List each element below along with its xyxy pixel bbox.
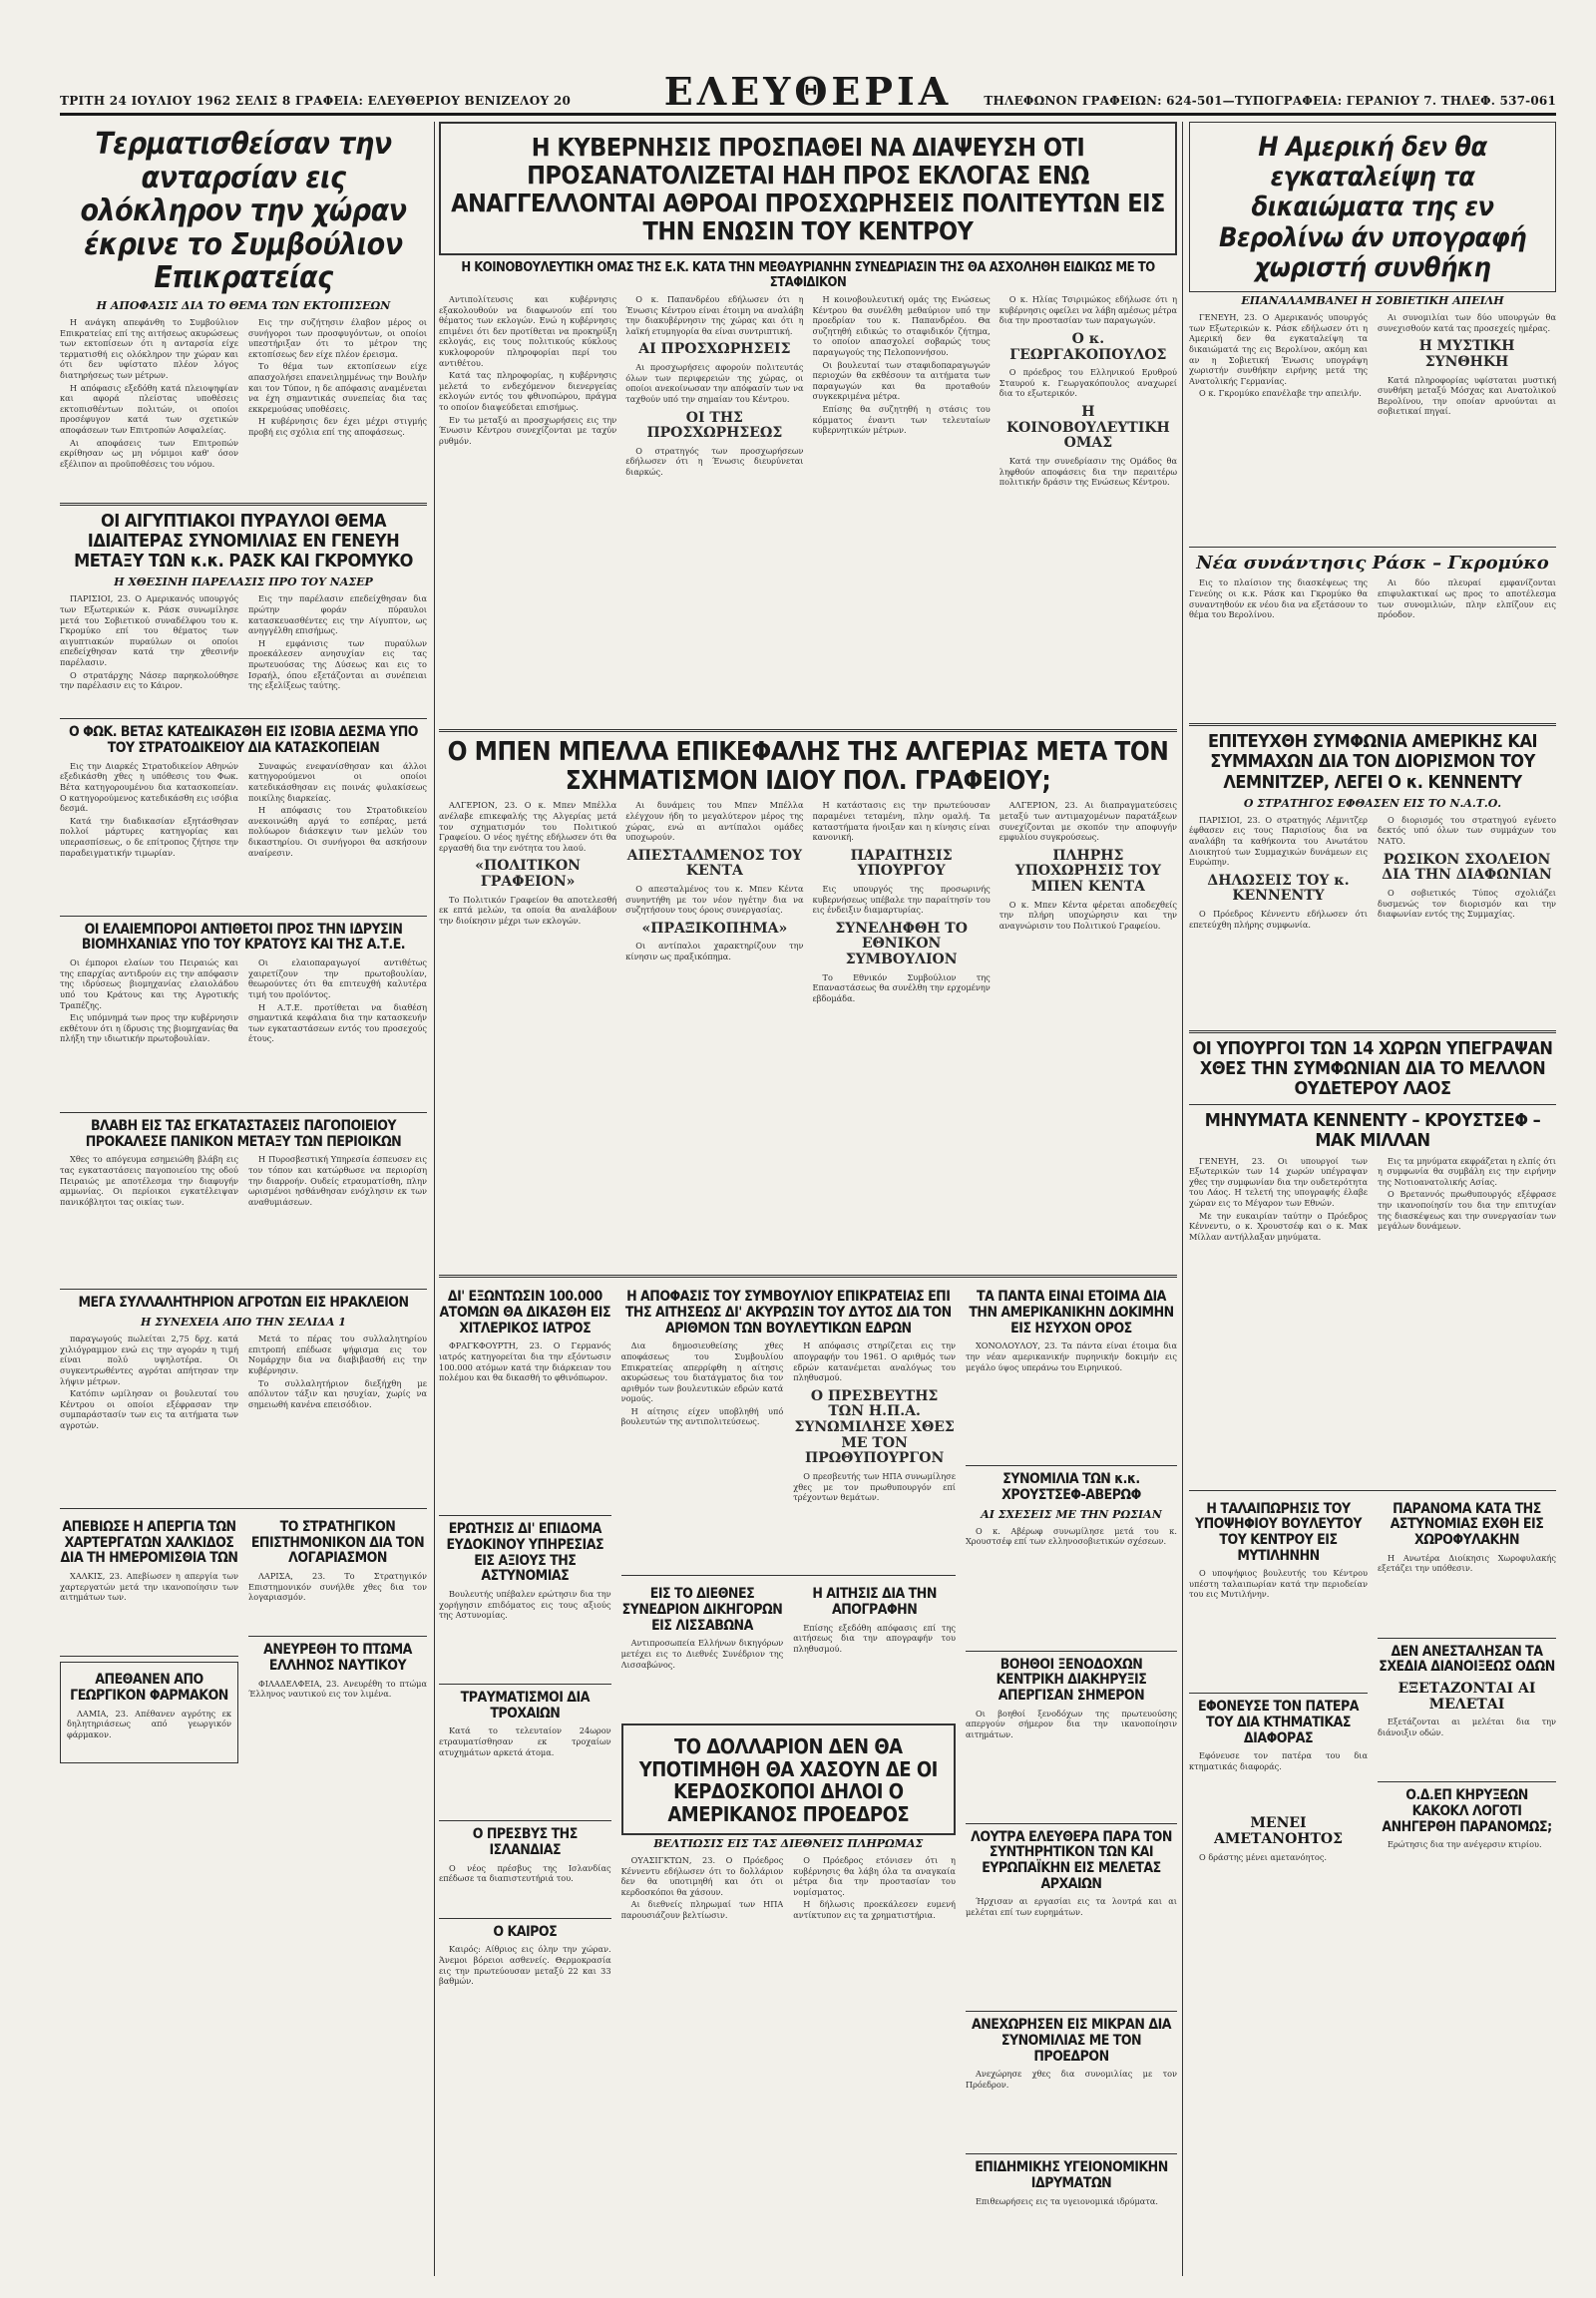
kicker-kennedy: ΔΗΛΩΣΕΙΣ ΤΟΥ κ. ΚΕΝΝΕΝΤΥ [1207,872,1350,905]
banner-headline: Η ΚΥΒΕΡΝΗΣΙΣ ΠΡΟΣΠΑΘΕΙ ΝΑ ΔΙΑΨΕΥΣΗ ΟΤΙ ΠΡΟΣΑΝΑΤΟΛΙΖΕΤΑΙ ΗΔΗ ΠΡΟΣ ΕΚΛΟΓΑΣ ΕΝΩ ΑΝΑΓΓΕΛΛΟΝΤΑΙ ΑΘΡΟΑΙ ΠΡΟΣΧΩΡΗΣΕΙΣ ΠΟΛΙΤΕΥΤΩΝ ΕΙΣ ΤΗΝ ΕΝΩΣΙΝ ΤΟΥ ΚΕΝΤΡΟΥ [451,133,1165,245]
article-body: Κατά το τελευταίον 24ωρον ετραυματίσθησαν εκ τροχαίων ατυχημάτων αρκετά άτομα. [439,1725,611,1757]
kicker-ametanoitos: ΜΕΝΕΙ ΑΜΕΤΑΝΟΗΤΟΣ [1213,1815,1344,1847]
headline-pagopoieio: ΒΛΑΒΗ ΕΙΣ ΤΑΣ ΕΓΚΑΤΑΣΤΑΣΕΙΣ ΠΑΓΟΠΟΙΕΙΟΥ ΠΡΟΚΑΛΕΣΕ ΠΑΝΙΚΟΝ ΜΕΤΑΞΥ ΤΩΝ ΠΕΡΙΟΙΚΩΝ [85,1118,402,1150]
article-body: Η απόφασις στηρίζεται εις την απογραφήν του 1961. Ο αριθμός των εδρών κατανέμεται αναλόγως του πληθυσμού. Ο ΠΡΕΣΒΕΥΤΗΣ ΤΩΝ Η.Π.Α. ΣΥΝΩΜΙΛΗΣΕ ΧΘΕΣ ΜΕ ΤΟΝ ΠΡΩΘΥΠΟΥΡΓΟΝ Ο πρεσβευτής των ΗΠΑ συνωμίλησε χθες με τον πρωθυπουργόν επί τρέχοντων θεμάτων. [793,1340,956,1503]
article-body: Συναφώς ενεφανίσθησαν και άλλοι κατηγορούμενοι οι οποίοι κατεδικάσθησαν εις ποινάς φυλακίσεως ποικίλης διαρκείας. Η απόφασις του Στρατοδικείου ανεκοινώθη αργά το εσπέρας, μετά πολύωρον διάσκεψιν των μελών του δικαστηρίου. Οι συνήγοροι θα ασκήσουν αναίρεσιν. [248,760,427,858]
subheadline-naser: Η ΧΘΕΣΙΝΗ ΠΑΡΕΛΑΣΙΣ ΠΡΟ ΤΟΥ ΝΑΣΕΡ [114,575,373,589]
headline-minymata: ΜΗΝΥΜΑΤΑ ΚΕΝΝΕΝΤΥ – ΚΡΟΥΣΤΣΕΦ – ΜΑΚ ΜΙΛΛΑΝ [1204,1110,1541,1152]
article-body: ΦΙΛΑΔΕΛΦΕΙΑ, 23. Ανευρέθη το πτώμα Έλληνος ναυτικού εις τον λιμένα. [248,1678,427,1700]
headline-lisabona: ΕΙΣ ΤΟ ΔΙΕΘΝΕΣ ΣΥΝΕΔΡΙΟΝ ΔΙΚΗΓΟΡΩΝ ΕΙΣ ΛΙΣΣΑΒΩΝΑ [621,1586,783,1634]
headline-paranomos: Ο.Δ.ΕΠ ΚΗΡΥΞΕΩΝ ΚΑΚΟΚΛ ΛΟΓΟΤΙ ΑΝΗΓΕΡΘΗ ΠΑΡΑΝΟΜΩΣ; [1382,1787,1552,1835]
article-body: ΟΥΑΣΙΓΚΤΩΝ, 23. Ο Πρόεδρος Κέννεντυ εδήλωσεν ότι το δολλάριον δεν θα υποτιμηθή και ότι οι κερδοσκόποι θα χάσουν. Αι διεθνείς πληρωμαί των ΗΠΑ παρουσιάζουν βελτίωσιν. [620,1854,784,1920]
kicker-prosxoriseis: ΑΙ ΠΡΟΣΧΩΡΗΣΕΙΣ [638,341,791,358]
article-body: ΑΛΓΕΡΙΟΝ, 23. Αι διαπραγματεύσεις μεταξύ των αντιμαχομένων παρατάξεων συνεχίζονται με σκοπόν την αποφυγήν εμφυλίου συγκρούσεως. ΠΛΗΡΗΣ ΥΠΟΧΩΡΗΣΙΣ ΤΟΥ ΜΠΕΝ ΚΕΝΤΑ Ο κ. Μπεν Κέντα φέρεται αποδεχθείς την πλήρη υποχώρησιν και την αναγνώρισιν του Πολιτικού Γραφείου. [998,800,1177,931]
headline-logariasmos: ΤΟ ΣΤΡΑΤΗΓΙΚΟΝ ΕΠΙΣΤΗΜΟΝΙΚΟΝ ΔΙΑ ΤΟΝ ΛΟΓΑΡΙΑΣΜΟΝ [250,1519,425,1567]
article-body: Αντιπροσωπεία Ελλήνων δικηγόρων μετέχει εις το Διεθνές Συνέδριον της Λισσαβώνος. [620,1638,784,1670]
article-body: Εις την συζήτησιν έλαβον μέρος οι συνήγοροι των προσφυγόντων, οι οποίοι υπεστήριξαν ότι το μέτρον της εκτοπίσεως δεν είχε πλέον έρεισμα. Το θέμα των εκτοπίσεων είχε απασχολήσει επανειλημμένως την Βουλήν και τον Τύπον, η δε απόφασις αναμένεται να έχη σημαντικάς συνεπείας δια τας εκκρεμούσας υποθέσεις. Η κυβέρνησις δεν έχει μέχρι στιγμής προβή εις σχόλια επί της αποφάσεως. [248,316,427,437]
article-body: Ερώτησις δια την ανέγερσιν κτιρίου. [1388,1839,1542,1850]
subheadline-ektopiseis: Η ΑΠΟΦΑΣΙΣ ΔΙΑ ΤΟ ΘΕΜΑ ΤΩΝ ΕΚΤΟΠΙΣΕΩΝ [96,298,391,312]
headline-laos: ΟΙ ΥΠΟΥΡΓΟΙ ΤΩΝ 14 ΧΩΡΩΝ ΥΠΕΓΡΑΨΑΝ ΧΘΕΣ ΤΗΝ ΣΥΜΦΩΝΙΑΝ ΔΙΑ ΤΟ ΜΕΛΛΟΝ ΟΥΔΕΤΕΡΟΥ ΛΑΟΣ [1192,1037,1553,1100]
left-column [60,122,427,1763]
article-body: Εις την Διαρκές Στρατοδικείον Αθηνών εξεδικάσθη χθες η υπόθεσις του Φωκ. Βέτα κατηγορουμένου δια κατασκοπείαν. Ο κατηγορούμενος κατεδικάσθη εις ισόβια δεσμά. Κατά την διαδικασίαν εξητάσθησαν πολλοί μάρτυρες κατηγορίας και υπερασπίσεως, ο δε επίτροπος ζήτησε την παραδειγματικήν τιμωρίαν. [60,760,238,858]
headline-farmakon: ΑΠΕΘΑΝΕΝ ΑΠΟ ΓΕΩΡΓΙΚΟΝ ΦΑΡΜΑΚΟΝ [70,1672,228,1704]
article-body: Ο κ. Αβέρωφ συνωμίλησε μετά του κ. Χρουστσέφ επί των ελληνοσοβιετικών σχέσεων. [965,1525,1178,1547]
headline-isyxos-okeanos: ΤΑ ΠΑΝΤΑ ΕΙΝΑΙ ΕΤΟΙΜΑ ΔΙΑ ΤΗΝ ΑΜΕΡΙΚΑΝΙΚΗΝ ΔΟΚΙΜΗΝ ΕΙΣ ΗΣΥΧΟΝ ΟΡΟΣ [969,1289,1174,1337]
headline-xalkida: ΑΠΕΒΙΩΣΕ Η ΑΠΕΡΓΙΑ ΤΩΝ ΧΑΡΤΕΡΓΑΤΩΝ ΧΑΛΚΙΔΟΣ ΔΙΑ ΤΗ ΗΜΕΡΟΜΙΣΘΙΑ ΤΩΝ [60,1519,238,1567]
headline-dianoixi-odon: ΔΕΝ ΑΝΕΣΤΑΛΗΣΑΝ ΤΑ ΣΧΕΔΙΑ ΔΙΑΝΟΙΞΕΩΣ ΟΔΩΝ [1379,1643,1555,1676]
article-body: Μετά το πέρας του συλλαλητηρίου επιτροπή επέδωσε ψήφισμα εις τον Νομάρχην δια να διαβιβασθή εις την κυβέρνησιν. Το συλλαλητήριον διεξήχθη με απόλυτον τάξιν και ησυχίαν, χωρίς να σημειωθή κανένα επεισόδιον. [248,1334,427,1409]
headline-vetas: Ο ΦΩΚ. ΒΕΤΑΣ ΚΑΤΕΔΙΚΑΣΘΗ ΕΙΣ ΙΣΟΒΙΑ ΔΕΣΜΑ ΥΠΟ ΤΟΥ ΣΤΡΑΤΟΔΙΚΕΙΟΥ ΔΙΑ ΚΑΤΑΣΚΟΠΕΙΑΝ [68,724,419,757]
article-body: Οι ελαιοπαραγωγοί αντιθέτως χαιρετίζουν την πρωτοβουλίαν, θεωρούντες ότι θα επιτευχθή καλυτέρα τιμή του προϊόντος. Η Α.Τ.Ε. προτίθεται να διαθέση σημαντικά κεφάλαια δια την κατασκευήν των εγκαταστάσεων εντός του προσεχούς έτους. [248,958,427,1044]
headline-nautikos: ΑΝΕΥΡΕΘΗ ΤΟ ΠΤΩΜΑ ΕΛΛΗΝΟΣ ΝΑΥΤΙΚΟΥ [263,1642,412,1674]
headline-xroustsef-averof: ΣΥΝΟΜΙΛΙΑ ΤΩΝ κ.κ. ΧΡΟΥΣΤΣΕΦ-ΑΒΕΡΩΦ [1001,1471,1141,1503]
headline-elaiemporoi: ΟΙ ΕΛΑΙΕΜΠΟΡΟΙ ΑΝΤΙΘΕΤΟΙ ΠΡΟΣ ΤΗΝ ΙΔΡΥΣΙΝ ΒΙΟΜΗΧΑΝΙΑΣ ΥΠΟ ΤΟΥ ΚΡΑΤΟΥΣ ΚΑΙ ΤΗΣ Α.Τ.Ε. [81,921,406,954]
article-body: ΧΑΛΚΙΣ, 23. Απεβίωσεν η απεργία των χαρτεργατών μετά την ικανοποίησιν των αιτημάτων των. [60,1571,238,1603]
headline-loutra: ΛΟΥΤΡΑ ΕΛΕΥΘΕΡΑ ΠΑΡΑ ΤΟΝ ΣΥΝΤΗΡΗΤΙΚΟΝ ΤΩΝ ΚΑΙ ΕΥΡΩΠΑΪΚΗΝ ΕΙΣ ΜΕΛΕΤΑΣ ΑΡΧΑΙΩΝ [971,1828,1172,1892]
article-body: ΦΡΑΓΚΦΟΥΡΤΗ, 23. Ο Γερμανός ιατρός κατηγορείται δια την εξόντωσιν 100.000 ατόμων κατά την διάρκειαν του πολέμου και θα δικασθή το φθινόπωρον. [439,1340,611,1383]
headline-ben-bella: Ο ΜΠΕΝ ΜΠΕΛΛΑ ΕΠΙΚΕΦΑΛΗΣ ΤΗΣ ΑΛΓΕΡΙΑΣ ΜΕΤΑ ΤΟΝ ΣΧΗΜΑΤΙΣΜΟΝ ΙΔΙΟΥ ΠΟΛ. ΓΡΑΦΕΙΟΥ; [447,737,1169,797]
headline-anexwrisen: ΑΝΕΧΩΡΗΣΕΝ ΕΙΣ ΜΙΚΡΑΝ ΔΙΑ ΣΥΝΟΜΙΛΙΑΣ ΜΕ ΤΟΝ ΠΡΟΕΔΡΟΝ [971,2017,1172,2065]
headline-pyrauloi: ΟΙ ΑΙΓΥΠΤΙΑΚΟΙ ΠΥΡΑΥΛΟΙ ΘΕΜΑ ΙΔΙΑΙΤΕΡΑΣ ΣΥΝΟΜΙΛΙΑΣ ΕΝ ΓΕΝΕΥΗ ΜΕΤΑΞΥ ΤΩΝ κ.κ. ΡΑΣΚ ΚΑΙ ΓΚΡΟΜΥΚΟ [74,510,413,573]
headline-apografi: Η ΑΙΤΗΣΙΣ ΔΙΑ ΤΗΝ ΑΠΟΓΡΑΦΗΝ [812,1586,937,1618]
article-body: Επιθεωρήσεις εις τα υγειονομικά ιδρύματα. [975,2195,1158,2206]
headline-dollario: ΤΟ ΔΟΛΛΑΡΙΟΝ ΔΕΝ ΘΑ ΥΠΟΤΙΜΗΘΗ ΘΑ ΧΑΣΟΥΝ ΔΕ ΟΙ ΚΕΡΔΟΣΚΟΠΟΙ ΔΗΛΟΙ Ο ΑΜΕΡΙΚΑΝΟΣ ΠΡΟΕΔΡΟΣ [638,1734,938,1826]
article-body: Καιρός: Αίθριος εις όλην την χώραν. Άνεμοι βόρειοι ασθενείς. Θερμοκρασία εις την πρωτεύουσαν μεταξύ 22 και 33 βαθμών. [439,1944,611,1987]
article-body: Αντιπολίτευσις και κυβέρνησις εξακολουθούν να διαφωνούν επί του θέματος των εκλογών. Ενώ η κυβέρνησις επιμένει ότι δεν προτίθεται να προκηρύξη εκλογάς, εις τους πολιτικούς κύκλους κυκλοφορούν πληροφορίαι περί του αντιθέτου. Κατά τας πληροφορίας, η κυβέρνησις μελετά το ενδεχόμενον διενεργείας εκλογών εντός του φθινοπώρου, πράγμα το οποίον διαψεύδεται επισήμως. Εν τω μεταξύ αι προσχωρήσεις εις την Ένωσιν Κέντρου συνεχίζονται με ταχύν ρυθμόν. [439,294,617,446]
headline-mytilini: Η ΤΑΛΑΙΠΩΡΗΣΙΣ ΤΟΥ ΥΠΟΨΗΦΙΟΥ ΒΟΥΛΕΥΤΟΥ ΤΟΥ ΚΕΝΤΡΟΥ ΕΙΣ ΜΥΤΙΛΗΝΗΝ [1194,1500,1363,1564]
article-body: Αι δυνάμεις του Μπεν Μπέλλα ελέγχουν ήδη το μεγαλύτερον μέρος της χώρας, ενώ αι αντίπαλοι ομάδες υποχωρούν. ΑΠΕΣΤΑΛΜΕΝΟΣ ΤΟΥ ΚΕΝΤΑ Ο απεσταλμένος του κ. Μπεν Κέντα συνηντήθη με τον νέον ηγέτην δια να συζητήσουν τους όρους συνεργασίας. «ΠΡΑΞΙΚΟΠΗΜΑ» Οι αντίπαλοι χαρακτηρίζουν την κίνησιν ως πραξικόπημα. [625,800,804,962]
headline-verolino: Η Αμερική δεν θα εγκαταλείψη τα δικαιώματα της εν Βερολίνω άν υπογραφή χωριστή συνθήκη [1219,132,1526,283]
article-body: ΓΕΝΕΥΗ, 23. Οι υπουργοί των Εξωτερικών των 14 χωρών υπέγραψαν χθες την συμφωνίαν δια την ουδετερότητα του Λάος. Η τελετή της υπογραφής έλαβε χώραν εις το Μέγαρον των Εθνών. Με την ευκαιρίαν ταύτην ο Πρόεδρος Κέννεντυ, ο κ. Χρουστσέφ και ο κ. Μακ Μίλλαν αντήλλαξαν μηνύματα. [1189,1155,1368,1242]
article-body: Ο κ. Ηλίας Τσιριμώκος εδήλωσε ότι η κυβέρνησις οφείλει να λάβη αμέσως μέτρα δια την προστασίαν των παραγωγών. Ο κ. ΓΕΩΡΓΑΚΟΠΟΥΛΟΣ Ο πρόεδρος του Ελληνικού Ερυθρού Σταυρού κ. Γεωργακόπουλος αναχωρεί δια το εξωτερικόν. Η ΚΟΙΝΟΒΟΥΛΕΥΤΙΚΗ ΟΜΑΣ Κατά την συνεδρίασιν της Ομάδος θα ληφθούν αποφάσεις δια την περαιτέρω πολιτικήν δράσιν της Ενώσεως Κέντρου. [998,294,1177,488]
kicker-meletai: ΕΞΕΤΑΖΟΝΤΑΙ ΑΙ ΜΕΛΕΤΑΙ [1397,1680,1536,1713]
article-body: Η ανάγκη απεφάνθη το Συμβούλιον Επικρατείας επί της αιτήσεως ακυρώσεως των εκτοπίσεων ότι η ανταρσία είχε τερματισθή εις ολόκληρον την χώραν και ότι δεν υφίστατο πλέον λόγος διατηρήσεως των μέτρων. Η απόφασις εξεδόθη κατά πλειοψηφίαν και αφορά πλείστας υποθέσεις εκτοπισθέντων πολιτών, οι οποίοι προσέφυγον κατά των σχετικών αποφάσεων των Επιτροπών Ασφαλείας. Αι αποφάσεις των Επιτροπών εκρίθησαν ως μη νόμιμοι καθ' όσον εξέλιπον αι προϋποθέσεις του νόμου. [60,316,238,469]
headline-kairos: Ο ΚΑΙΡΟΣ [493,1923,558,1940]
newspaper-title: ΕΛΕΥΘΕΡΙΑ [663,69,953,114]
kicker-tis-prosxoriseos: ΟΙ ΤΗΣ ΠΡΟΣΧΩΡΗΣΕΩΣ [646,409,783,442]
article-body: Εις τα μηνύματα εκφράζεται η ελπίς ότι η συμφωνία θα συμβάλη εις την ειρήνην της Νοτιοανατολικής Ασίας. Ο Βρεταννός πρωθυπουργός εξέφρασε την ικανοποίησίν του δια την επιτυχίαν της διασκέψεως και την συνεργασίαν των μεγάλων δυνάμεων. [1378,1155,1556,1232]
headline-xitlerikos: ΔΙ' ΕΞΩΝΤΩΣΙΝ 100.000 ΑΤΟΜΩΝ ΘΑ ΔΙΚΑΣΘΗ ΕΙΣ ΧΙΤΛΕΡΙΚΟΣ ΙΑΤΡΟΣ [439,1289,611,1337]
headline-paranoma: ΠΑΡΑΝΟΜΑ ΚΑΤΑ ΤΗΣ ΑΣΤΥΝΟΜΙΑΣ ΕΧΘΗ ΕΙΣ ΧΩΡΟΦΥΛΑΚΗΝ [1390,1500,1544,1548]
headline-lemnitzer: ΕΠΙΤΕΥΧΘΗ ΣΥΜΦΩΝΙΑ ΑΜΕΡΙΚΗΣ ΚΑΙ ΣΥΜΜΑΧΩΝ ΔΙΑ ΤΟΝ ΔΙΟΡΙΣΜΟΝ ΤΟΥ ΛΕΜΝΙΤΖΕΡ, ΛΕΓΕΙ Ο κ. ΚΕΝΝΕΝΤΥ [1207,731,1538,793]
masthead [60,69,1556,116]
continued-note: Η ΣΥΝΕΧΕΙΑ ΑΠΟ ΤΗΝ ΣΕΛΙΔΑ 1 [141,1316,346,1330]
article-body: Δια δημοσιευθείσης χθες αποφάσεως του Συμβουλίου Επικρατείας απερρίφθη η αίτησις ακυρώσεως του διατάγματος δια τον αριθμόν των βουλευτικών εδρών κατά νομούς. Η αίτησις είχεν υποβληθή υπό βουλευτών της αντιπολιτεύσεως. [620,1340,784,1427]
headline-vouleftikes-edres: Η ΑΠΟΦΑΣΙΣ ΤΟΥ ΣΥΜΒΟΥΛΙΟΥ ΕΠΙΚΡΑΤΕΙΑΣ ΕΠΙ ΤΗΣ ΑΙΤΗΣΕΩΣ ΔΙ' ΑΚΥΡΩΣΙΝ ΤΟΥ ΔΥΤΟΣ ΔΙΑ ΤΟΝ ΑΡΙΘΜΟΝ ΤΩΝ ΒΟΥΛΕΥΤΙΚΩΝ ΕΔΡΩΝ [624,1289,952,1337]
headline-syllalitirio: ΜΕΓΑ ΣΥΛΛΑΛΗΤΗΡΙΟΝ ΑΓΡΟΤΩΝ ΕΙΣ ΗΡΑΚΛΕΙΟΝ [78,1295,409,1312]
article-body: Χθες το απόγευμα εσημειώθη βλάβη εις τας εγκαταστάσεις παγοποιείου της οδού Πειραιώς με αποτέλεσμα την διαφυγήν αμμωνίας. Οι περίοικοι εγκατέλειψαν πανικόβλητοι τας οικίας των. [60,1154,238,1207]
subheadline-nato: Ο ΣΤΡΑΤΗΓΟΣ ΕΦΘΑΣΕΝ ΕΙΣ ΤΟ Ν.Α.Τ.Ο. [1243,796,1502,810]
masthead-phone-line: ΤΗΛΕΦΩΝΟΝ ΓΡΑΦΕΙΩΝ: 624-501—ΤΥΠΟΓΡΑΦΕΙΑ: ΓΕΡΑΝΙΟΥ 7. ΤΗΛΕΦ. 537-061 [984,94,1556,108]
headline-astynomia: ΕΡΩΤΗΣΙΣ ΔΙ' ΕΠΙΔΟΜΑ ΕΥΔΟΚΙΝΟΥ ΥΠΗΡΕΣΙΑΣ ΕΙΣ ΑΞΙΟΥΣ ΤΗΣ ΑΣΤΥΝΟΜΙΑΣ [446,1521,604,1585]
article-body: Εις το πλαίσιον της διασκέψεως της Γενεύης οι κ.κ. Ράσκ και Γκρομύκο θα συναντηθούν εκ νέου δια να εξετάσουν το θέμα του Βερολίνου. [1189,577,1368,620]
article-body: Ο διορισμός του στρατηγού εγένετο δεκτός υπό όλων των συμμάχων του ΝΑΤΟ. ΡΩΣΙΚΟΝ ΣΧΟΛΕΙΟΝ ΔΙΑ ΤΗΝ ΔΙΑΦΩΝΙΑΝ Ο σοβιετικός Τύπος σχολιάζει δυσμενώς τον διορισμόν και την διαφωνίαν εντός της Συμμαχίας. [1378,814,1556,920]
article-body: Εις την παρέλασιν επεδείχθησαν δια πρώτην φοράν πύραυλοι κατασκευασθέντες εις την Αίγυπτον, ως ανηγγέλθη επισήμως. Η εμφάνισις των πυραύλων προεκάλεσεν ανησυχίαν εις τας πρωτευούσας της Δύσεως και εις το Ισραήλ, όπου εξετάζονται αι συνέπειαι της εξελίξεως ταύτης. [248,593,427,691]
kicker-presvefths: Ο ΠΡΕΣΒΕΥΤΗΣ ΤΩΝ Η.Π.Α. ΣΥΝΩΜΙΛΗΣΕ ΧΘΕΣ ΜΕ ΤΟΝ ΠΡΩΘΥΠΟΥΡΓΟΝ [794,1387,955,1467]
article-body: Αι δύο πλευραί εμφανίζονται επιφυλακτικαί ως προς το αποτέλεσμα των συνομιλιών, πλην ελπίζουν εις πρόοδον. [1378,577,1556,620]
article-body: Ανεχώρησε χθες δια συνομιλίας με τον Πρόεδρον. [965,2069,1178,2090]
article-body: Βουλευτής υπέβαλεν ερώτησιν δια την χορήγησιν επιδόματος εις τους αξιούς της Αστυνομίας. [439,1589,611,1621]
article-body: Η Πυροσβεστική Υπηρεσία έσπευσεν εις τον τόπον και κατώρθωσε να περιορίση την διαρροήν. Ουδείς ετραυματίσθη, πλην ωρισμένοι ησθάνθησαν ενόχλησιν εκ των αναθυμιάσεων. [248,1154,427,1207]
box-dollario [621,1724,956,1835]
article-body: Ο υποψήφιος βουλευτής του Κέντρου υπέστη ταλαιπωρίαν κατά την περιοδείαν του εις Μυτιλήνην. [1189,1568,1368,1600]
kicker-paraitisis: ΠΑΡΑΙΤΗΣΙΣ ΥΠΟΥΡΓΟΥ [850,847,953,880]
article-body: Επίσης εξεδόθη απόφασις επί της αιτήσεως δια την απογραφήν του πληθυσμού. [793,1622,956,1654]
headline-islandia: Ο ΠΡΕΣΒΥΣ ΤΗΣ ΙΣΛΑΝΔΙΑΣ [472,1826,578,1859]
article-body: ΓΕΝΕΥΗ, 23. Ο Αμερικανός υπουργός των Εξωτερικών κ. Ράσκ εδήλωσεν ότι η Αμερική δεν θα εγκαταλείψη τα δικαιώματά της εις Βερολίνον, ακόμη και αν η Σοβιετική Ένωσις υπογράψη χωριστήν συνθήκην ειρήνης μετά της Ανατολικής Γερμανίας. Ο κ. Γκρομύκο επανέλαβε την απειλήν. [1189,312,1368,399]
article-body: Αι συνομιλίαι των δύο υπουργών θα συνεχισθούν κατά τας προσεχείς ημέρας. Η ΜΥΣΤΙΚΗ ΣΥΝΘΗΚΗ Κατά πληροφορίας υφίσταται μυστική συνθήκη μεταξύ Μόσχας και Ανατολικού Βερολίνου, την οποίαν αρνούνται αι σοβιετικαί πηγαί. [1378,312,1556,417]
article-body: Εφόνευσε τον πατέρα του δια κτηματικάς διαφοράς. [1189,1750,1368,1771]
box-verolino [1189,122,1556,292]
headline-nea-synantisi: Νέα συνάντησις Ράσκ – Γκρομύκο [1196,553,1549,574]
subheadline-sovietiki-apeili: ΕΠΑΝΑΛΑΜΒΑΝΕΙ Η ΣΟΒΙΕΤΙΚΗ ΑΠΕΙΛΗ [1241,294,1504,308]
subheadline-rwsia: ΑΙ ΣΧΕΣΕΙΣ ΜΕ ΤΗΝ ΡΩΣΙΑΝ [981,1507,1162,1521]
article-body: Ήρχισαν αι εργασίαι εις τα λουτρά και αι μελέται επί των ευρημάτων. [965,1896,1178,1917]
kicker-apestalmenos: ΑΠΕΣΤΑΛΜΕΝΟΣ ΤΟΥ ΚΕΝΤΑ [626,847,803,880]
article-body: Ο κ. Παπανδρέου εδήλωσεν ότι η Ένωσις Κέντρου είναι έτοιμη να αναλάβη την διακυβέρνησιν της χώρας και ότι η λαϊκή ετυμηγορία θα είναι συντριπτική. ΑΙ ΠΡΟΣΧΩΡΗΣΕΙΣ Αι προσχωρήσεις αφορούν πολιτευτάς όλων των περιφερειών της χώρας, οι οποίοι ανεκοίνωσαν την απόφασίν των να ταχθούν υπό την σημαίαν του Κέντρου. ΟΙ ΤΗΣ ΠΡΟΣΧΩΡΗΣΕΩΣ Ο στρατηγός των προσχωρήσεων εδήλωσεν ότι η Ένωσις διευρύνεται διαρκώς. [625,294,804,478]
article-body: Ο νέος πρέσβυς της Ισλανδίας επέδωσε τα διαπιστευτήριά του. [439,1862,611,1884]
article-body: Εξετάζονται αι μελέται δια την διάνοιξιν οδών. [1378,1717,1556,1737]
box-farmakon [60,1662,238,1762]
kicker-politiko-grafeio: «ΠΟΛΙΤΙΚΟΝ ΓΡΑΦΕΙΟΝ» [475,858,581,890]
article-body: Η κοινοβουλευτική ομάς της Ενώσεως Κέντρου θα συνέλθη μεθαύριον υπό την προεδρίαν του κ. Παπανδρέου. Θα συζητηθή ειδικώς το σταφιδικόν ζήτημα, το οποίον απασχολεί σοβαρώς τους παραγωγούς της Πελοποννήσου. Οι βουλευταί των σταφιδοπαραγωγών περιοχών θα εκθέσουν τα αιτήματα των παραγωγών και θα προταθούν συγκεκριμένα μέτρα. Επίσης θα συζητηθή η στάσις του κόμματος έναντι των τελευταίων κυβερνητικών μέτρων. [812,294,991,436]
kicker-ethniko-symvoulio: ΣΥΝΕΛΗΦΘΗ ΤΟ ΕΘΝΙΚΟΝ ΣΥΜΒΟΥΛΙΟΝ [835,920,968,968]
article-body: ΠΑΡΙΣΙΟΙ, 23. Ο στρατηγός Λέμνιτζερ έφθασεν εις τους Παρισίους δια να αναλάβη τα καθήκοντα του Ανωτάτου Διοικητού των Συμμαχικών δυνάμεων εις Ευρώπην. ΔΗΛΩΣΕΙΣ ΤΟΥ κ. ΚΕΝΝΕΝΤΥ Ο Πρόεδρος Κέννεντυ εδήλωσεν ότι επετεύχθη πλήρης συμφωνία. [1189,814,1368,930]
headline-symvoulio: Τερματισθείσαν την ανταρσίαν εις ολόκληρον την χώραν έκρινε το Συμβούλιον Επικρατείας [80,127,407,296]
headline-ygeionomika: ΕΠΙΔΗΜΙΚΗΣ ΥΓΕΙΟΝΟΜΙΚΗΝ ΙΔΡΥΜΑΤΩΝ [975,2159,1168,2192]
article-body: Η Ανωτέρα Διοίκησις Χωροφυλακής εξετάζει την υπόθεσιν. [1378,1552,1556,1574]
article-body: Η κατάστασις εις την πρωτεύουσαν παραμένει τεταμένη, πλην ομαλή. Τα καταστήματα ήνοιξαν και η κίνησις είναι κανονική. ΠΑΡΑΙΤΗΣΙΣ ΥΠΟΥΡΓΟΥ Εις υπουργός της προσωρινής κυβερνήσεως υπέβαλε την παραίτησίν του εις ένδειξιν διαμαρτυρίας. ΣΥΝΕΛΗΦΘΗ ΤΟ ΕΘΝΙΚΟΝ ΣΥΜΒΟΥΛΙΟΝ Το Εθνικόν Συμβούλιον της Επαναστάσεως θα συνέλθη την ερχομένην εβδομάδα. [812,800,991,1004]
article-body: παραγωγούς πωλείται 2,75 δρχ. κατά χιλιόγραμμον ενώ εις την αγοράν η τιμή είναι πολύ υψηλοτέρα. Οι συγκεντρωθέντες αγρόται απήτησαν την λήψιν μέτρων. Κατόπιν ωμίλησαν οι βουλευταί του Κέντρου οι οποίοι εξέφρασαν την συμπαράστασίν των εις τα αιτήματα των αγροτών. [60,1334,238,1430]
column-rule [434,122,435,2276]
kicker-ben-kenta: ΠΛΗΡΗΣ ΥΠΟΧΩΡΗΣΙΣ ΤΟΥ ΜΠΕΝ ΚΕΝΤΑ [1014,847,1162,896]
center-section [439,122,1177,2256]
article-body: ΛΑΜΙΑ, 23. Απέθανεν αγρότης εκ δηλητηριάσεως από γεωργικόν φάρμακον. [67,1708,231,1739]
article-body: ΠΑΡΙΣΙΟΙ, 23. Ο Αμερικανός υπουργός των Εξωτερικών κ. Ράσκ συνωμίλησε μετά του Σοβιετικού συναδέλφου του κ. Γκρομύκο επί του θέματος των αιγυπτιακών πυραύλων οι οποίοι επεδείχθησαν κατά την χθεσινήν παρέλασιν. Ο στρατάρχης Νάσερ παρηκολούθησε την παρέλασιν εις το Κάιρον. [60,593,238,691]
article-body: ΧΟΝΟΛΟΥΛΟΥ, 23. Τα πάντα είναι έτοιμα δια την νέαν αμερικανικήν πυρηνικήν δοκιμήν εις μεγάλο ύψος υπεράνω του Ειρηνικού. [965,1340,1178,1372]
kicker-rwsiko-sxolio: ΡΩΣΙΚΟΝ ΣΧΟΛΕΙΟΝ ΔΙΑ ΤΗΝ ΔΙΑΦΩΝΙΑΝ [1382,851,1552,884]
article-body: Ο δράστης μένει αμετανόητος. [1199,1851,1328,1862]
headline-troxaia: ΤΡΑΥΜΑΤΙΣΜΟΙ ΔΙΑ ΤΡΟΧΑΙΩΝ [460,1690,590,1722]
kicker-mystiki-synthiki: Η ΜΥΣΤΙΚΗ ΣΥΝΘΗΚΗ [1418,338,1515,371]
article-body: Ο Πρόεδρος ετόνισεν ότι η κυβέρνησις θα λάβη όλα τα αναγκαία μέτρα δια την προστασίαν του νομίσματος. Η δήλωσις προεκάλεσεν ευμενή αντίκτυπον εις τα χρηματιστήρια. [793,1854,956,1920]
article-body: ΑΛΓΕΡΙΟΝ, 23. Ο κ. Μπεν Μπέλλα ανέλαβε επικεφαλής της Αλγερίας μετά τον σχηματισμόν του Πολιτικού Γραφείου. Ο νέος ηγέτης εδήλωσεν ότι θα εργασθή δια την ενότητα του λαού. «ΠΟΛΙΤΙΚΟΝ ΓΡΑΦΕΙΟΝ» Το Πολιτικόν Γραφείον θα αποτελεσθή εκ επτά μελών, τα οποία θα αναλάβουν την διοίκησιν μέχρι των εκλογών. [439,800,617,926]
banner-box [439,122,1177,255]
headline-efoneuse: ΕΦΟΝΕΥΣΕ ΤΟΝ ΠΑΤΕΡΑ ΤΟΥ ΔΙΑ ΚΤΗΜΑΤΙΚΑΣ ΔΙΑΦΟΡΑΣ [1197,1699,1360,1746]
headline-xenodoxoi: ΒΟΗΘΟΙ ΞΕΝΟΔΟΧΩΝ ΚΕΝΤΡΙΚΗ ΔΙΑΚΗΡΥΞΙΣ ΑΠΕΡΓΙΣΑΝ ΣΗΜΕΡΟΝ [996,1656,1147,1705]
kicker-praxikopima: «ΠΡΑΞΙΚΟΠΗΜΑ» [641,920,788,937]
article-body: Οι βοηθοί ξενοδόχων της πρωτευούσης απεργούν σήμερον δια την ικανοποίησιν αιτημάτων. [965,1708,1178,1739]
right-column [1189,122,1556,1912]
column-rule [1182,122,1183,2276]
kicker-koinovouleftiki: Η ΚΟΙΝΟΒΟΥΛΕΥΤΙΚΗ ΟΜΑΣ [1005,404,1170,452]
article-body: ΛΑΡΙΣΑ, 23. Το Στρατηγικόν Επιστημονικόν συνήλθε χθες δια τον λογαριασμόν. [248,1571,427,1603]
kicker-georgakopoulos: Ο κ. ΓΕΩΡΓΑΚΟΠΟΥΛΟΣ [1009,330,1167,363]
article-body: Οι έμποροι ελαίων του Πειραιώς και της επαρχίας αντιδρούν εις την απόφασιν της ιδρύσεως βιομηχανίας ελαιολάδου υπό του Κράτους και της Αγροτικής Τραπέζης. Εις υπόμνημά των προς την κυβέρνησιν εκθέτουν ότι η ίδρυσις της βιομηχανίας θα πλήξη την ιδιωτικήν πρωτοβουλίαν. [60,958,238,1044]
banner-subheadline: Η ΚΟΙΝΟΒΟΥΛΕΥΤΙΚΗ ΟΜΑΣ ΤΗΣ Ε.Κ. ΚΑΤΑ ΤΗΝ ΜΕΘΑΥΡΙΑΝΗΝ ΣΥΝΕΔΡΙΑΣΙΝ ΤΗΣ ΘΑ ΑΣΧΟΛΗΘΗ ΕΙΔΙΚΩΣ ΜΕ ΤΟ ΣΤΑΦΙΔΙΚΟΝ [461,260,1155,290]
masthead-date-line: ΤΡΙΤΗ 24 ΙΟΥΛΙΟΥ 1962 ΣΕΛΙΣ 8 ΓΡΑΦΕΙΑ: ΕΛΕΥΘΕΡΙΟΥ ΒΕΝΙΖΕΛΟΥ 20 [60,94,572,108]
subheadline-plirwmes: ΒΕΛΤΙΩΣΙΣ ΕΙΣ ΤΑΣ ΔΙΕΘΝΕΙΣ ΠΛΗΡΩΜΑΣ [653,1836,924,1850]
